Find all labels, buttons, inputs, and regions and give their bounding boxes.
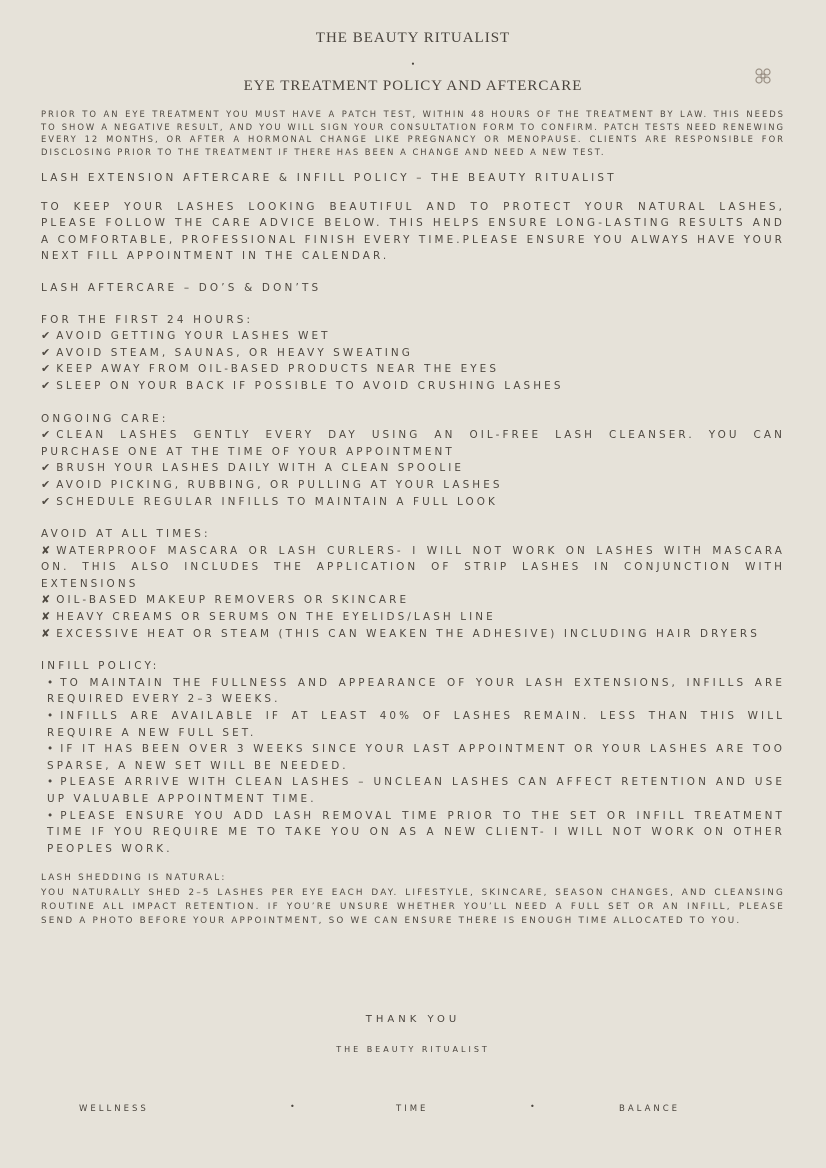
- cross-icon: ✘: [41, 610, 51, 624]
- footer-balance: BALANCE: [619, 1104, 681, 1114]
- footer-time: TIME: [396, 1104, 429, 1114]
- avoid-heading: AVOID AT ALL TIMES:: [41, 528, 211, 541]
- check-icon: ✔: [41, 329, 51, 343]
- cross-icon: ✘: [41, 543, 51, 557]
- ongoing-list: [41, 427, 785, 510]
- list-item: ✔ KEEP AWAY FROM OIL-BASED PRODUCTS NEAR THE EYES: [41, 362, 500, 376]
- list-item: ✔ BRUSH YOUR LASHES DAILY WITH A CLEAN SPOOLIE: [41, 461, 465, 475]
- aftercare-heading: LASH AFTERCARE – DO’S & DON’TS: [41, 281, 322, 294]
- signature: THE BEAUTY RITUALIST: [336, 1045, 490, 1054]
- list-item: ✘ EXCESSIVE HEAT OR STEAM (THIS CAN WEAKEN THE ADHESIVE) INCLUDING HAIR DRYERS: [41, 626, 760, 640]
- footer-dot-icon: •: [530, 1102, 535, 1111]
- infill-list: [41, 675, 785, 858]
- first24-heading: FOR THE FIRST 24 HOURS:: [41, 313, 254, 326]
- list-item: ✘ OIL-BASED MAKEUP REMOVERS OR SKINCARE: [41, 593, 410, 607]
- footer-dot-icon: •: [290, 1102, 295, 1111]
- brand-title: THE BEAUTY RITUALIST: [315, 30, 511, 46]
- main-content: [41, 108, 785, 928]
- list-item: ✔ AVOID STEAM, SAUNAS, OR HEAVY SWEATING: [41, 345, 413, 359]
- logo-icon: [753, 66, 773, 86]
- list-item: ✘ HEAVY CREAMS OR SERUMS ON THE EYELIDS/LASH LINE: [41, 610, 496, 624]
- patch-test-intro: PRIOR TO AN EYE TREATMENT YOU MUST HAVE A PATCH TEST, WITHIN 48 HOURS OF THE TREATMENT BY LAW. THIS NEEDS TO SHOW A NEGATIVE RESULT, AND YOU WILL SIGN YOUR CONSULTATION FORM TO CONFIRM. PATCH TESTS NEED RENEWING EVERY 12 MONTHS, OR AFTER A HORMONAL CHANGE LIKE PREGNANCY OR MENOPAUSE. CLIENTS ARE RESPONSIBLE FOR DISCLOSING PRIOR TO THE TREATMENT IF THERE HAS BEEN A CHANGE AND NEED A NEW TEST.: [41, 109, 785, 157]
- page-title: EYE TREATMENT POLICY AND AFTERCARE: [243, 78, 583, 94]
- list-item: • TO MAINTAIN THE FULLNESS AND APPEARANCE OF YOUR LASH EXTENSIONS, INFILLS ARE REQUIRED EVERY 2–3 WEEKS.: [47, 675, 785, 708]
- check-icon: ✔: [41, 428, 51, 442]
- check-icon: ✔: [41, 362, 51, 376]
- list-item: ✔ SCHEDULE REGULAR INFILLS TO MAINTAIN A FULL LOOK: [41, 494, 498, 508]
- list-item: • PLEASE ARRIVE WITH CLEAN LASHES – UNCLEAN LASHES CAN AFFECT RETENTION AND USE UP VALUABLE APPOINTMENT TIME.: [47, 774, 785, 807]
- check-icon: ✔: [41, 345, 51, 359]
- policy-heading: LASH EXTENSION AFTERCARE & INFILL POLICY – THE BEAUTY RITUALIST: [41, 172, 617, 184]
- list-item: • PLEASE ENSURE YOU ADD LASH REMOVAL TIME PRIOR TO THE SET OR INFILL TREATMENT TIME IF YOU REQUIRE ME TO TAKE YOU ON AS A NEW CLIENT- I WILL NOT WORK ON OTHER PEOPLES WORK.: [47, 808, 785, 858]
- check-icon: ✔: [41, 494, 51, 508]
- list-item: • IF IT HAS BEEN OVER 3 WEEKS SINCE YOUR LAST APPOINTMENT OR YOUR LASHES ARE TOO SPARSE, A NEW SET WILL BE NEEDED.: [47, 741, 785, 774]
- shedding-heading: LASH SHEDDING IS NATURAL:: [41, 873, 227, 884]
- avoid-list: [41, 543, 785, 643]
- check-icon: ✔: [41, 477, 51, 491]
- policy-text: TO KEEP YOUR LASHES LOOKING BEAUTIFUL AND TO PROTECT YOUR NATURAL LASHES, PLEASE FOLLOW THE CARE ADVICE BELOW. THIS HELPS ENSURE LONG-LASTING RESULTS AND A COMFORTABLE, PROFESSIONAL FINISH EVERY TIME.PLEASE ENSURE YOU ALWAYS HAVE YOUR NEXT FILL APPOINTMENT IN THE CALENDAR.: [41, 200, 785, 263]
- infill-heading: INFILL POLICY:: [41, 660, 160, 673]
- list-item: • INFILLS ARE AVAILABLE IF AT LEAST 40% OF LASHES REMAIN. LESS THAN THIS WILL REQUIRE A NEW FULL SET.: [47, 708, 785, 741]
- list-item: ✔ AVOID PICKING, RUBBING, OR PULLING AT YOUR LASHES: [41, 477, 503, 491]
- ongoing-heading: ONGOING CARE:: [41, 412, 169, 425]
- footer-wellness: WELLNESS: [79, 1104, 149, 1114]
- check-icon: ✔: [41, 378, 51, 392]
- title-dot-icon: •: [411, 59, 415, 69]
- thank-you: THANK YOU: [365, 1014, 461, 1025]
- list-item: ✘ WATERPROOF MASCARA OR LASH CURLERS- I WILL NOT WORK ON LASHES WITH MASCARA ON. THIS ALSO INCLUDES THE APPLICATION OF STRIP LASHES IN CONJUNCTION WITH EXTENSIONS: [41, 543, 785, 590]
- first24-list: [41, 328, 785, 394]
- shedding-text: YOU NATURALLY SHED 2–5 LASHES PER EYE EACH DAY. LIFESTYLE, SKINCARE, SEASON CHANGES, AND CLEANSING ROUTINE ALL IMPACT RETENTION. IF YOU’RE UNSURE WHETHER YOU’LL NEED A FULL SET OR AN INFILL, PLEASE SEND A PHOTO BEFORE YOUR APPOINTMENT, SO WE CAN ENSURE THERE IS ENOUGH TIME ALLOCATED TO YOU.: [41, 887, 785, 926]
- list-item: ✔ SLEEP ON YOUR BACK IF POSSIBLE TO AVOID CRUSHING LASHES: [41, 378, 564, 392]
- list-item: ✔ CLEAN LASHES GENTLY EVERY DAY USING AN OIL-FREE LASH CLEANSER. YOU CAN PURCHASE ONE AT THE TIME OF YOUR APPOINTMENT: [41, 428, 785, 458]
- list-item: ✔ AVOID GETTING YOUR LASHES WET: [41, 329, 331, 343]
- cross-icon: ✘: [41, 626, 51, 640]
- cross-icon: ✘: [41, 593, 51, 607]
- check-icon: ✔: [41, 461, 51, 475]
